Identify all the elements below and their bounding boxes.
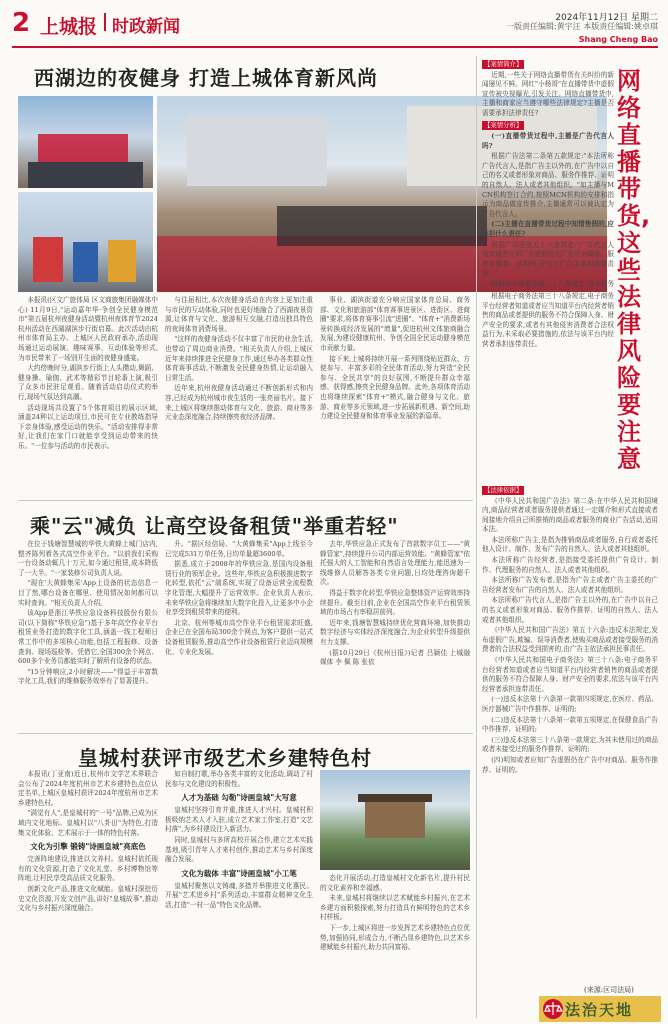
- subheading: 文化为引擎 锻铸"诗画皇城"亮底色: [30, 842, 146, 852]
- issue-date: 2024年11月12日 星期二: [555, 13, 658, 23]
- photo-outdoor-activity: [18, 192, 153, 292]
- page-number: 2: [12, 8, 31, 38]
- paragraph: "满觉有人",是皇城村的"一号"品牌,已成为区域内文化地标。皇城村以"八卦田"为特色,打造集文化体验、艺术展示于一体的特色村落。: [18, 809, 158, 837]
- section-logo: [539, 996, 661, 1022]
- legal-basis-label: 【法律依据】: [484, 486, 523, 494]
- paragraph: 根据广告法第二条第五款规定:"本法所称广告代言人,是指广告主以外的,在广告中以自己的名义或者形象对商品、服务作推荐、证明的自然人、法人或者其他组织。"如主播与MCN机构签订合约,按照MCN机构的安排和指示为商品做宣传推介,主播通常可以被认定为广告代言人。: [482, 152, 614, 218]
- article2-col1: [18, 540, 158, 730]
- article2-col2: [165, 540, 313, 730]
- paragraph: 近期,一些关于网络直播带货有关纠纷的新闻屡见不鲜。网红"小杨哥"在直播带货中虚假宣传被央视曝光,引发关注。网络直播带货中,主播和商家应当遵守哪些法律规定?主播是否需要承担法律责任?: [482, 70, 614, 117]
- paragraph: 本法所称广告主,是指为推销商品或者服务,自行或者委托他人设计、制作、发布广告的自然人、法人或者其他组织。: [482, 535, 658, 554]
- paragraph: 《中华人民共和国电子商务法》第三十八条:电子商务平台经营者知道或者应当知道平台内经营者销售的商品或者提供的服务不符合保障人身、财产安全的要求,依法与该平台内经营者承担连带责任。: [482, 656, 658, 693]
- article2-col3: [320, 540, 470, 730]
- paragraph: (三)违反本法第三十八条第一款规定,为其未使用过的商品或者未接受过的服务作推荐、证明的;: [482, 735, 658, 754]
- paragraph: 《中华人民共和国广告法》第二条:在中华人民共和国境内,商品经营者或者服务提供者通过一定媒介和形式直接或者间接地介绍自己所推销的商品或者服务的商业广告活动,适用本法。: [482, 496, 658, 534]
- paragraph: 北京、杭州等城市高空作业平台租赁需求旺盛,企业已在全国布局300余个网点,为客户提供一站式设备租赁服务,推动高空作业设备租赁行业迈向规模化、专业化发展。: [165, 618, 313, 656]
- paragraph: 本报讯(丁亚南)近日,杭州市文学艺术界联合会公布了2024年度杭州市艺术乡建特色点位认定名单,上城区皇城村获评2024年度杭州市艺术乡建特色村。: [18, 770, 158, 807]
- paragraph: 本报讯(区文广旅体局 区文商旅集团融媒体中心) 11月9日,"运动嘉年华·争创全民健身模范市"第五届杭州夜健身活动暨杭州夜体育节2024杭州活动在西湖湖滨步行街启幕。此次活动由杭州市体育局主办、上城区人民政府承办,活动现场通过运动展演、趣味赛事、互动体验等形式,为市民带来了一场别开生面的夜健身盛宴。: [18, 296, 158, 362]
- question: (二)主播在直播带货过程中知情售假的,应承担什么责任?: [482, 220, 614, 238]
- article1-col1: [18, 296, 158, 498]
- article3-col2: [165, 770, 313, 1020]
- subheading: 文化为载体 丰富"诗画皇城"小工笔: [181, 868, 297, 878]
- paragraph: "15分钟响应,2小时解决——"得益于丰富数字化工具,我们的维修服务效率有了显著提升。: [18, 667, 158, 686]
- analysis-label: 【案情分析】: [484, 121, 523, 130]
- paragraph: 创新文化产品,推进文化赋能。皇城村深挖历史文化资源,开发文创产品,讲好"皇城故事",推动文化与乡村振兴深度融合。: [18, 884, 158, 913]
- paragraph: 该App是浙江华铁应急设备科技股份有限公司(以下简称"华铁应急")基于多年高空作业平台租赁业务打造的数字化工具,涵盖一线工程师日常工作中的多项核心功能,包括工程报修、设备查询、现场巡检等。凭借它,全国300余个网点、600多个业务员都能实时了解所有设备的状态。: [18, 609, 158, 666]
- paragraph: 皇城村聚焦以文铸魂,多措并举推进文化惠民。开展"艺术进乡村"系列活动,丰富群众精神文化生活,打造"一村一品"特色文化品牌。: [165, 881, 313, 909]
- paragraph: 根据广告法第五十六条规定:"广告代言人明知或者应知广告虚假仍在广告中对商品、服务作推荐、证明的,应当与广告主承担连带责任。": [482, 240, 614, 278]
- paragraph: 接下来,上城将持续开展一系列围绕贴近群众、方便参与、丰富多彩的全民体育活动,努力营造"全民参与、全民共享"的良好氛围,不断提升群众幸福感、获得感,擦亮全民健身品牌。此外,各项体育活动也将继续探索"体育+"模式,融合健身与文化、旅游、商业等多元领域,进一步拓展新机遇、新空间,助力建设全民健身和体育事业发展的新篇章。: [320, 354, 470, 421]
- paragraph: 本法所称广告发布者,是指为广告主或者广告主委托的广告经营者发布广告的自然人、法人或者其他组织。: [482, 576, 658, 594]
- paragraph: 得益于数字化转型,华铁应急整体资产运营效率持续提升。截至目前,企业在全国高空作业平台租赁领域的市场占有率稳居前列。: [320, 588, 470, 617]
- paragraph: 本法所称广告经营者,是指接受委托提供广告设计、制作、代理服务的自然人、法人或者其他组织。: [482, 556, 658, 574]
- paragraph: 大约傍晚时分,湖滨步行街上人头攒动,舞蹈、健身操、瑜伽、武术等精彩节目轮番上演,吸引了众多市民驻足观看。随着活动启动仪式的举行,现场气氛达到高潮。: [18, 364, 158, 401]
- article1-col2: [165, 296, 313, 498]
- paragraph: 活动现场共设置了5个体育项目的展示区域,涵盖24种以上运动项目,市民可在专业教练指导下亲身体验,感受运动的快乐。"活动安排得非常好,让我们在家门口就能享受到运动带来的快乐。"一位参与活动的市民表示。: [18, 403, 158, 450]
- photo-village-gate: [320, 770, 470, 870]
- subheading: 人才为基础 勾勒"诗画皇城"大写意: [181, 793, 297, 803]
- paragraph: (四)明知或者应知广告虚假仍在广告中对商品、服务作推荐、证明的。: [482, 755, 658, 774]
- masthead-divider: [104, 13, 106, 31]
- paragraph: 与往届相比,本次夜健身活动在内容上更加注重与市民的互动体验,同时也更好地融合了西湖夜景资源,让体育与文化、旅游相互交融,打造出独具特色的夜间体育消费场景。: [165, 296, 313, 333]
- masthead: [12, 8, 658, 48]
- paragraph: 升。"据区经信局、"大黄蜂集采"App上线至今已完成531万单任务,日均单量超3600单。: [165, 540, 313, 558]
- paragraph: 如自制打歌,举办各类丰富的文化活动,调动了村民参与文化建设的积极性。: [165, 770, 313, 788]
- article2-headline: 乘"云"减负 让高空设备租赁"举重若轻": [30, 514, 399, 538]
- paragraph: (二)违反本法第十八条第一款第五项规定,在保健食品广告中作推荐、证明的;: [482, 715, 658, 734]
- article1-col3: [320, 296, 470, 498]
- article3-col1: [18, 770, 158, 1020]
- paragraph: 去年,华铁应急正式发布了首款数字员工——"黄蜂管家",持续提升公司内部运营效能。"黄蜂管家"依托强大的人工智能和自然语言处理能力,能迅速为一线维修人员解答各类专业问题,日均处理咨询超千次。: [320, 540, 470, 587]
- editors-line: 一版责任编辑:黄宇汪 本版责任编辑:姚卓琪: [506, 22, 658, 31]
- paragraph: "这样的夜健身活动不仅丰富了市民的业余生活,也带动了周边商业消费。"相关负责人介绍,上城区近年来持续推进全民健身工作,通过举办各类群众性体育赛事活动,不断激发全民健身热情,让运动融入日常生活。: [165, 335, 313, 382]
- article4-vertical-title: 网络直播带货,这些法律风险要注意: [617, 67, 651, 473]
- logo-text: 法治天地: [565, 1001, 634, 1019]
- divider: [18, 500, 473, 501]
- article1-headline: 西湖边的夜健身 打造上城体育新风尚: [34, 66, 378, 90]
- photo-stage-performance: [18, 96, 153, 188]
- paragraph: "现在'大黄蜂集采'App上设备的状态信息一目了然,哪台设备在哪里、使用情况如何都可以实时查询。"相关负责人介绍。: [18, 579, 158, 607]
- paragraph: 本法所称广告代言人,是指广告主以外的,在广告中以自己的名义或者形象对商品、服务作推荐、证明的自然人、法人或者其他组织。: [482, 596, 658, 624]
- divider: [18, 733, 473, 734]
- case-label: 【案情简介】: [484, 60, 523, 68]
- paragraph: 完善阵地建设,推进以文养村。皇城村依托现有的文化资源,打造了文化礼堂、乡村博物馆等阵地,让村民享受高品质文化服务。: [18, 855, 158, 883]
- article4-source: (来源:区司法局): [584, 986, 634, 994]
- paragraph: 在位于钱塘智慧城的华铁大黄蜂上城门店内,整齐陈列着各式高空作业平台。"以前我们采购一台设备动辄几十万元,如今通过租赁,成本降低了一大半。"一家装修公司负责人说。: [18, 540, 158, 577]
- paragraph: 根据电子商务法第三十八条规定,电子商务: [491, 279, 614, 288]
- paragraph: 事业、湖滨街道充分响应国家体育总局、商务部、文化和旅游部"体育赛事进景区、进街区、进商圈"要求,将体育赛事引流"进圈"、"体育+"消费新场景转换成经济发展的"增量",促进杭州文体旅商融合发展,为建设健康杭州、争创全国全民运动健身模范市贡献力量。: [320, 296, 470, 352]
- article4-col-a-cont: [482, 292, 614, 480]
- paragraph: 根据电子商务法第三十八条规定,电子商务平台经营者知道或者应当知道平台内经营者销售的商品或者提供的服务不符合保障人身、财产安全的要求,或者有其他侵害消费者合法权益行为,未采取必要措施的,依法与该平台内经营者承担连带责任。: [482, 292, 614, 348]
- paragraph: 未来,皇城村将继续以艺术赋能乡村振兴,在艺术乡建方面积极探索,努力打造具有鲜明特色的艺术乡村样板。: [320, 894, 470, 922]
- article3-col3: [320, 874, 470, 1020]
- question: (一)直播带货过程中,主播是广告代言人吗?: [482, 131, 614, 150]
- byline: (据10月29日《杭州日报》)记者 吕颖佳 上城融媒体 李 佩 陈 张依: [320, 648, 470, 667]
- paragraph: 近年来,杭州夜健身活动通过不断创新形式和内容,已经成为杭州城市夜生活的一张亮丽名片。接下来,上城区将继续推动体育与文化、旅游、商业等多元业态深度融合,持续擦亮夜经济品牌。: [165, 384, 313, 422]
- article4-col-b: [482, 484, 658, 982]
- paragraph: (一)违反本法第十六条第一款第四项规定,在医疗、药品、医疗器械广告中作推荐、证明的;: [482, 695, 658, 713]
- paragraph: 《中华人民共和国广告法》第五十六条:违反本法规定,发布虚假广告,欺骗、误导消费者,使购买商品或者接受服务的消费者的合法权益受到损害的,由广告主依法承担民事责任。: [482, 626, 658, 654]
- column-divider: [476, 56, 477, 1018]
- paragraph: 近年来,钱塘智慧城持续优化营商环境,加快推动数字经济与实体经济深度融合,为企业转型升级提供有力支撑。: [320, 618, 470, 646]
- paragraph: 下一步,上城区将进一步发挥艺术乡建特色点位优势,加强协同,形成合力,不断凸显乡建特色,以艺术乡建赋能乡村振兴,助力共同富裕。: [320, 923, 470, 952]
- scales-icon: [542, 998, 564, 1020]
- english-name: Shang Cheng Bao: [578, 35, 658, 44]
- paragraph: 据悉,成立于2008年的华铁应急,是国内设备租赁行业的领军企业。这些年,华铁应急积极推进数字化转型,依托"云"端系统,实现了设备运营全流程数字化管理,大幅提升了运营效率。企业负责人表示,未来华铁应急将继续加大数字化投入,让更多中小企业享受到租赁带来的便利。: [165, 560, 313, 617]
- paper-name: 上城报: [40, 16, 98, 38]
- section-title: 时政新闻: [112, 17, 180, 37]
- article4-case: [482, 58, 614, 288]
- paragraph: 态化开展活动,打造皇城村文化新名片,提升村民的文化素养和幸福感。: [320, 874, 470, 892]
- paragraph: 皇城村坚持引育并重,推进人才兴村。皇城村积极吸纳艺术人才入驻,成立艺术家工作室,打造"文艺村落",为乡村建设注入新活力。: [165, 806, 313, 834]
- article3-headline: 皇城村获评市级艺术乡建特色村: [78, 746, 372, 770]
- paragraph: 同时,皇城村与多所高校开展合作,建立艺术实践基地,吸引青年人才来村创作,推动艺术与乡村深度融合发展。: [165, 835, 313, 864]
